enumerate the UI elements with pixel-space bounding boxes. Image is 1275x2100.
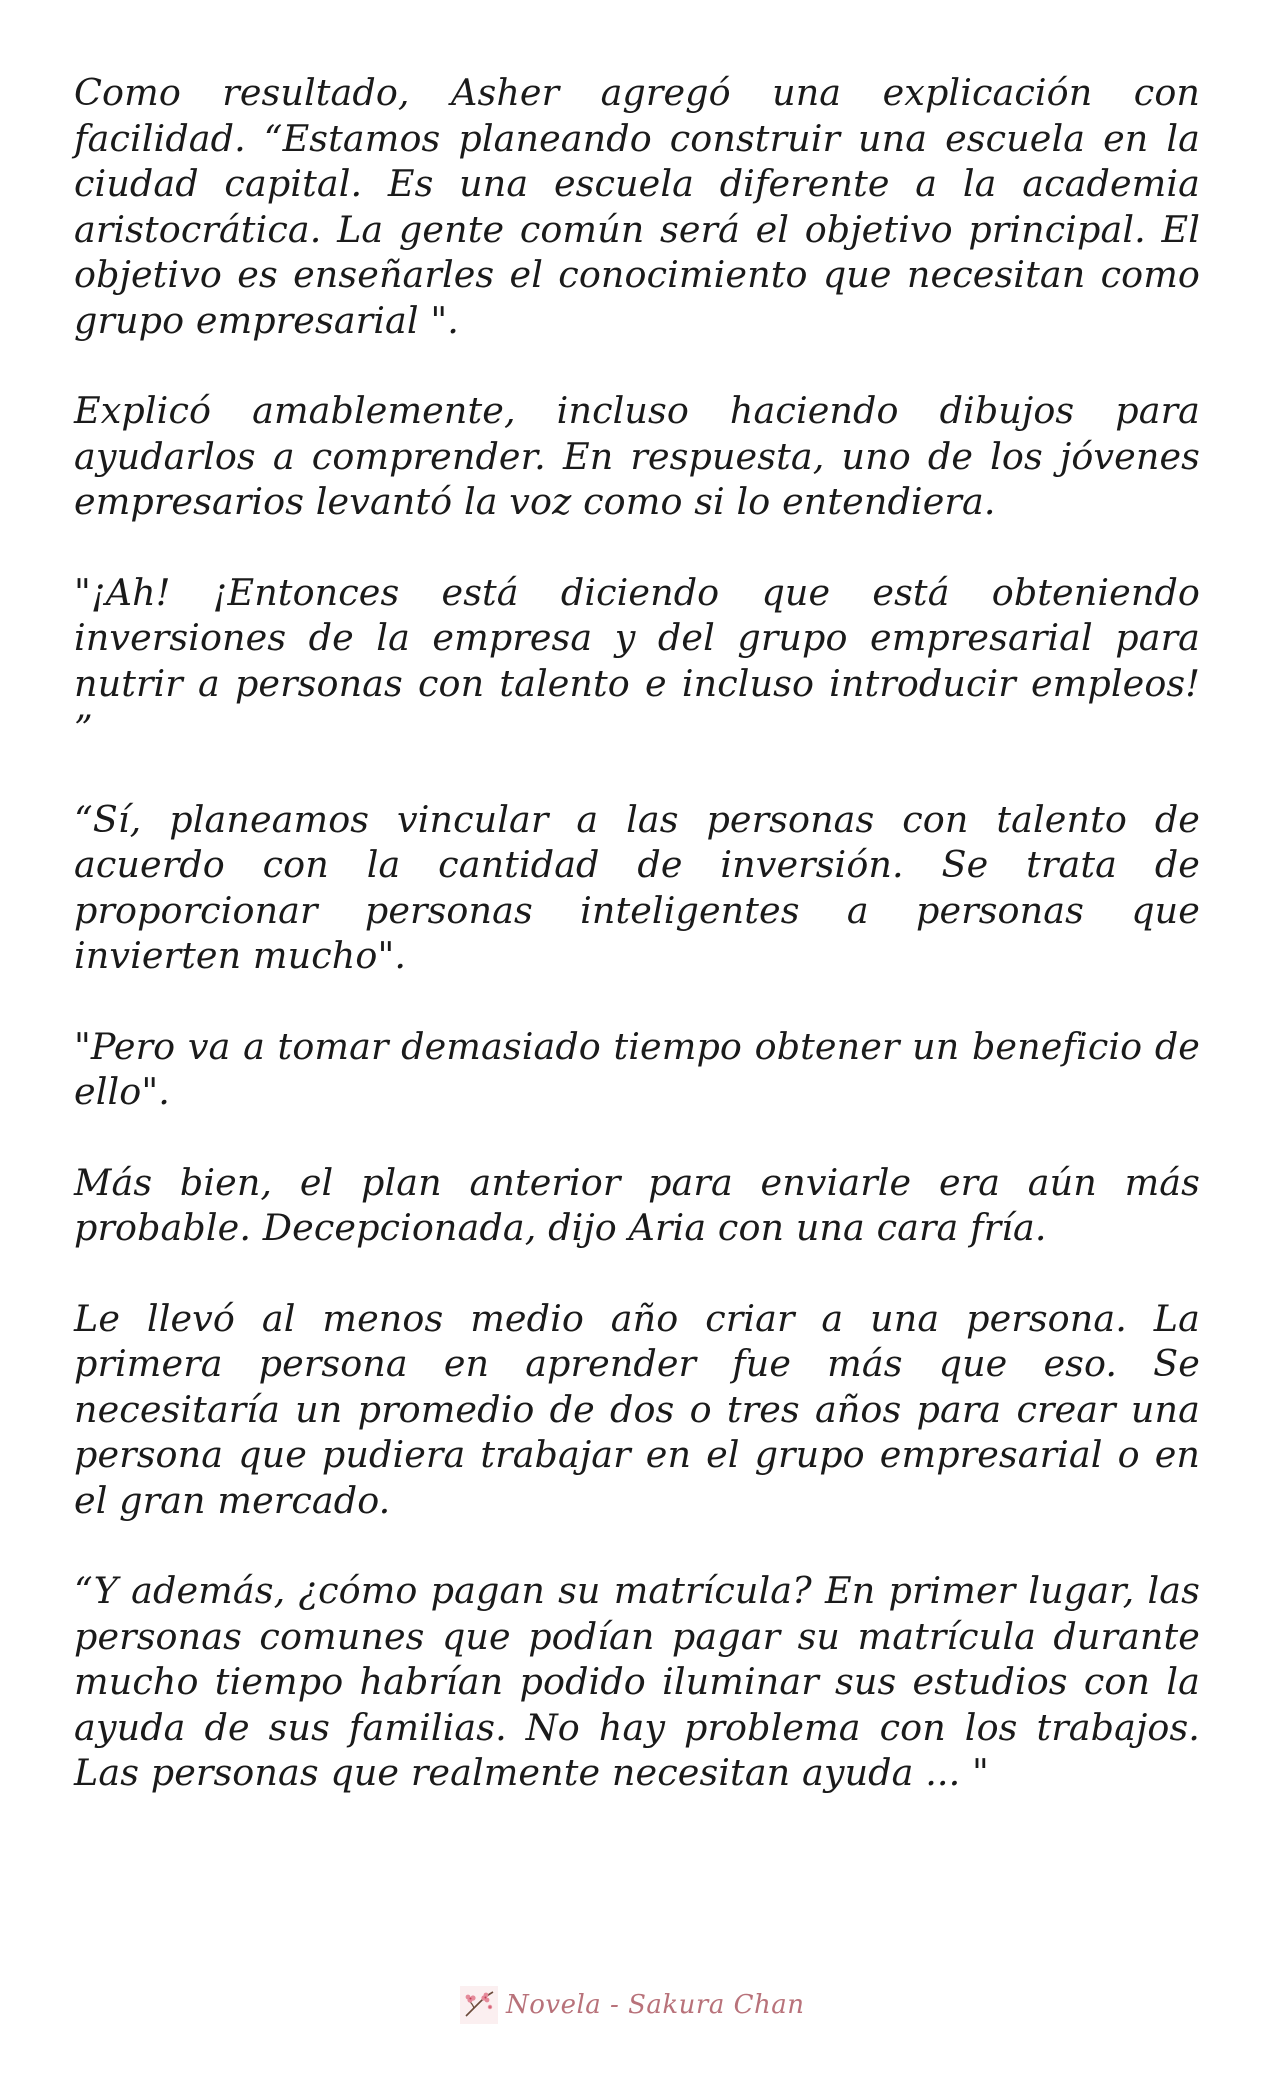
paragraph-2: Explicó amablemente, incluso haciendo dibujos para ayudarlos a comprender. En respuesta, uno de los jóvenes empresarios levantó la voz como si lo entendiera. [74, 389, 1200, 523]
paragraph-8: “Y además, ¿cómo pagan su matrícula? En primer lugar, las personas comunes que podían pagar su matrícula durante mucho tiempo habrían podido iluminar sus estudios con la ayuda de sus familias. No hay problema con los trabajos. Las personas que realmente necesitan ayuda ... " [74, 1569, 1200, 1794]
watermark [460, 1986, 805, 2024]
cherry-blossom-icon [460, 1986, 498, 2024]
paragraph-6: Más bien, el plan anterior para enviarle era aún más probable. Decepcionada, dijo Aria con una cara fría. [74, 1160, 1200, 1249]
paragraph-4: “Sí, planeamos vincular a las personas con talento de acuerdo con la cantidad de inversión. Se trata de proporcionar personas inteligentes a personas que invierten mucho". [74, 797, 1200, 977]
paragraph-7: Le llevó al menos medio año criar a una persona. La primera persona en aprender fue más que eso. Se necesitaría un promedio de dos o tres años para crear una persona que pudiera trabajar en el grupo empresarial o en el gran mercado. [74, 1296, 1200, 1522]
watermark-text: Novela - Sakura Chan [506, 1990, 805, 2020]
paragraph-5: "Pero va a tomar demasiado tiempo obtener un beneficio de ello". [74, 1024, 1200, 1113]
text-body [74, 70, 1200, 1841]
paragraph-3: "¡Ah! ¡Entonces está diciendo que está obteniendo inversiones de la empresa y del grupo empresarial para nutrir a personas con talento e incluso introducir empleos! ” [74, 570, 1200, 750]
paragraph-1: Como resultado, Asher agregó una explicación con facilidad. “Estamos planeando construir una escuela en la ciudad capital. Es una escuela diferente a la academia aristocrática. La gente común será el objetivo principal. El objetivo es enseñarles el conocimiento que necesitan como grupo empresarial ". [74, 71, 1200, 342]
